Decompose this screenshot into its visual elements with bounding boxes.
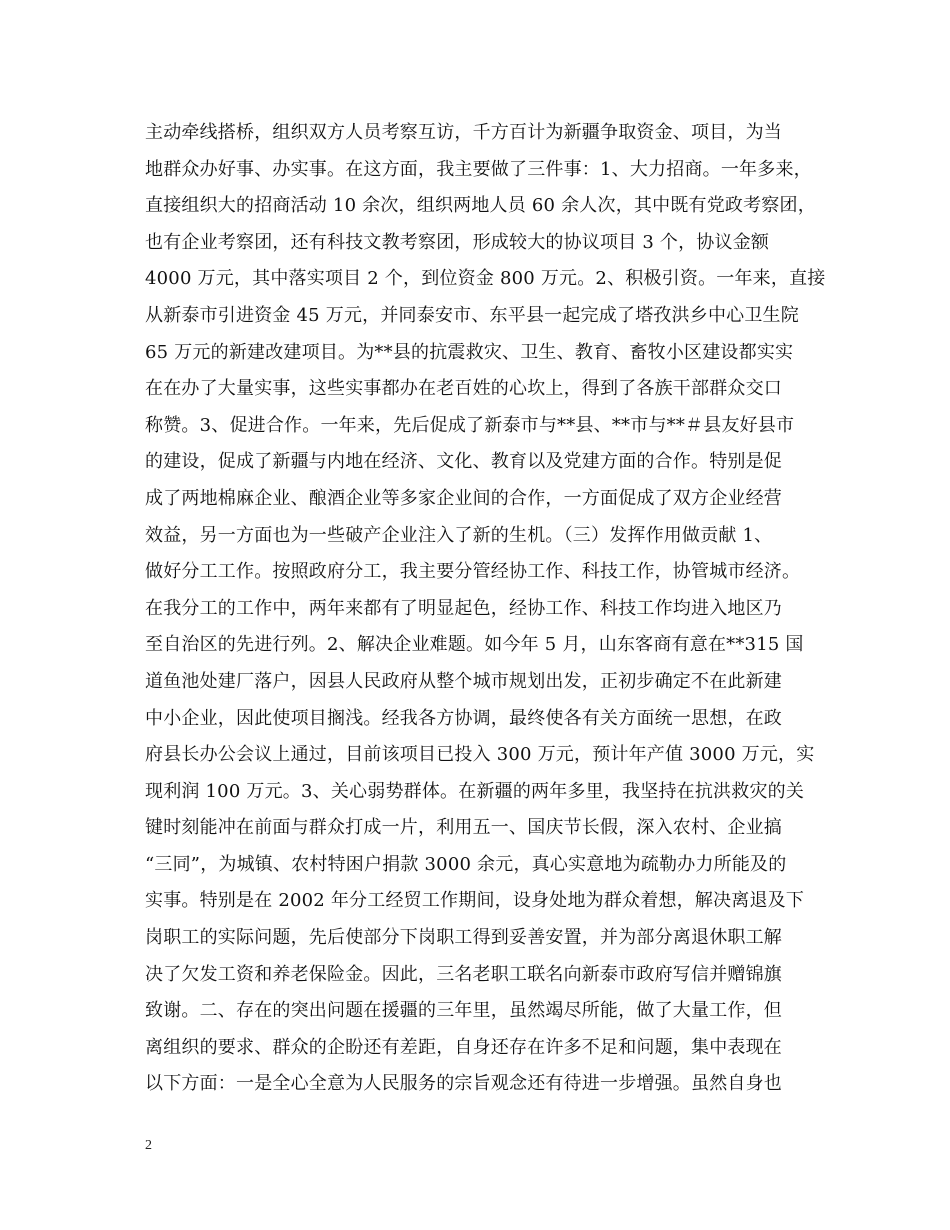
page-number: 2 xyxy=(145,1138,152,1153)
text-line: 主动牵线搭桥，组织双方人员考察互访，千方百计为新疆争取资金、项目，为当 xyxy=(145,122,782,143)
text-line: 在我分工的工作中，两年来都有了明显起色，经协工作、科技工作均进入地区乃 xyxy=(145,597,782,619)
text-line: 以下方面：一是全心全意为人民服务的宗旨观念还有待进一步增强。虽然自身也 xyxy=(145,1073,782,1095)
text-line: 成了两地棉麻企业、酿酒企业等多家企业间的合作，一方面促成了双方企业经营 xyxy=(145,487,782,509)
text-line: 致谢。二、存在的突出问题在援疆的三年里，虽然竭尽所能，做了大量工作，但 xyxy=(145,1000,782,1022)
text-line: 也有企业考察团，还有科技文教考察团，形成较大的协议项目 3 个，协议金额 xyxy=(145,231,770,253)
text-line: 称赞。3、促进合作。一年来，先后促成了新泰市与**县、**市与**＃县友好县市 xyxy=(145,414,795,436)
text-line: 中小企业，因此使项目搁浅。经我各方协调，最终使各有关方面统一思想，在政 xyxy=(145,707,782,729)
text-line: 65 万元的新建改建项目。为**县的抗震救灾、卫生、教育、畜牧小区建设都实实 xyxy=(145,341,794,363)
text-line: 键时刻能冲在前面与群众打成一片，利用五一、国庆节长假，深入农村、企业搞 xyxy=(145,817,782,839)
text-line: 决了欠发工资和养老保险金。因此，三名老职工联名向新泰市政府写信并赠锦旗 xyxy=(145,963,782,985)
text-line: 做好分工工作。按照政府分工，我主要分管经协工作、科技工作，协管城市经济。 xyxy=(145,561,801,583)
text-line: 府县长办公会议上通过，目前该项目已投入 300 万元，预计年产值 3000 万元，实 xyxy=(145,744,815,766)
text-line: 离组织的要求、群众的企盼还有差距，自身还存在许多不足和问题，集中表现在 xyxy=(145,1036,782,1058)
text-line: 的建设，促成了新疆与内地在经济、文化、教育以及党建方面的合作。特别是促 xyxy=(145,451,782,473)
text-line: 道鱼池处建厂落户，因县人民政府从整个城市规划出发，正初步确定不在此新建 xyxy=(145,670,782,692)
text-line: 实事。特别是在 2002 年分工经贸工作期间，设身处地为群众着想，解决离退及下 xyxy=(145,890,805,912)
text-line: 岗职工的实际问题，先后使部分下岗职工得到妥善安置，并为部分离退休职工解 xyxy=(145,927,782,949)
text-line: 在在办了大量实事，这些实事都办在老百姓的心坎上，得到了各族干部群众交口 xyxy=(145,378,782,400)
text-line: 4000 万元，其中落实项目 2 个，到位资金 800 万元。2、积极引资。一年来，直接 xyxy=(145,268,826,290)
text-line: 从新泰市引进资金 45 万元，并同泰安市、东平县一起完成了塔孜洪乡中心卫生院 xyxy=(145,304,799,326)
text-line: “三同”，为城镇、农村特困户捐款 3000 余元，真心实意地为疏勒办力所能及的 xyxy=(145,853,787,875)
text-line: 至自治区的先进行列。2、解决企业难题。如今年 5 月，山东客商有意在**315 国 xyxy=(145,634,804,656)
text-line: 现利润 100 万元。3、关心弱势群体。在新疆的两年多里，我坚持在抗洪救灾的关 xyxy=(145,780,805,802)
body-text xyxy=(145,115,845,1103)
text-line: 地群众办好事、办实事。在这方面，我主要做了三件事：1、大力招商。一年多来， xyxy=(145,158,812,180)
text-line: 直接组织大的招商活动 10 余次，组织两地人员 60 余人次，其中既有党政考察团， xyxy=(145,195,816,217)
text-line: 效益，另一方面也为一些破产企业注入了新的生机。（三）发挥作用做贡献 1、 xyxy=(145,524,773,546)
